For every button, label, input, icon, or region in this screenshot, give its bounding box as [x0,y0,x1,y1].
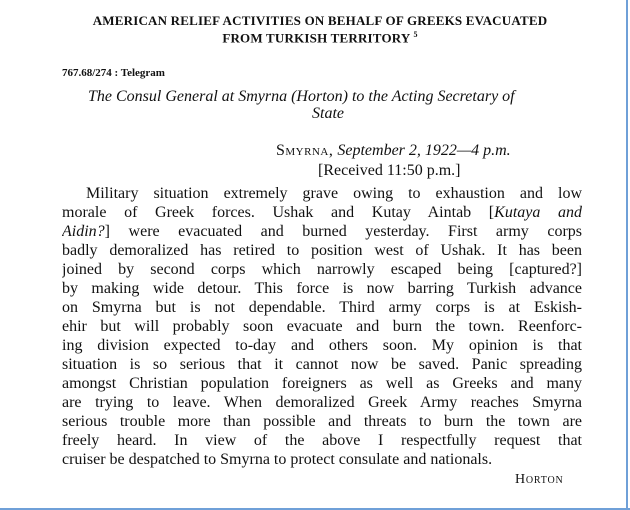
body-line-text: ing division expected to-day and others soon. My opinion is that [62,337,582,354]
body-line-text: amongst Christian population foreigners as well as Greeks and many [62,375,582,392]
body-line-text: morale of Greek forces. Ushak and Kutay Aintab [ [62,204,495,221]
body-line [62,355,582,374]
received-time: [Received 11:50 p.m.] [318,162,461,179]
body-line-text: serious trouble more than possible and threats to burn the town are [62,413,582,430]
window-edge-right [626,0,628,510]
body-line-text: cruiser be despatched to Smyrna to protect consulate and nationals. [62,451,493,468]
body-line [62,184,582,203]
from-line-1: The Consul General at Smyrna (Horton) to the Acting Secretary of [88,88,515,105]
body-line [62,222,582,241]
body-line-italic: Aidin? [62,223,105,240]
body-line [62,298,582,317]
body-line-text: Military situation extremely grave owing to exhaustion and low [86,185,582,202]
body-line-italic: Kutaya and [494,204,582,221]
body-line-text: joined by second corps which narrowly escaped being [captured?] [62,261,582,278]
body-line [62,450,582,469]
signature: Horton [515,472,564,487]
body-line-tail: ] were evacuated and burned yesterday. First army corps [104,223,582,240]
dateline-place: Smyrna, [276,142,334,159]
body-line-text: freely heard. In view of the above I respectfully request that [62,432,582,449]
body-line [62,374,582,393]
body-line-text: are trying to leave. When demoralized Greek Army reaches Smyrna [62,394,582,411]
body-line [62,279,582,298]
body-line-text: situation is so serious that it cannot now be saved. Panic spreading [62,356,582,373]
document-heading-line-2 [60,30,580,46]
body-line [62,317,582,336]
heading-text: FROM TURKISH TERRITORY [222,30,410,46]
body-line-text: badly demoralized has retired to position west of Ushak. It has been [62,242,582,259]
from-line-2: State [312,105,344,122]
file-number: 767.68/274 : Telegram [62,67,165,79]
body-line [62,203,582,222]
body-line-text: ehir but will probably soon evacuate and burn the town. Reenforc- [62,318,582,335]
body-line-text: by making wide detour. This force is now barring Turkish advance [62,280,582,297]
body-line [62,393,582,412]
body-line-text: on Smyrna but is not dependable. Third army corps is at Eskish- [62,299,582,316]
body-line [62,241,582,260]
body-line [62,336,582,355]
dateline [276,142,511,160]
body-line [62,412,582,431]
dateline-date: September 2, 1922—4 p.m. [337,142,511,159]
body-line [62,431,582,450]
footnote-marker: 5 [413,30,418,39]
document-heading-line-1: AMERICAN RELIEF ACTIVITIES ON BEHALF OF GREEKS EVACUATED [92,13,548,28]
body-line [62,260,582,279]
telegram-body [62,184,582,469]
